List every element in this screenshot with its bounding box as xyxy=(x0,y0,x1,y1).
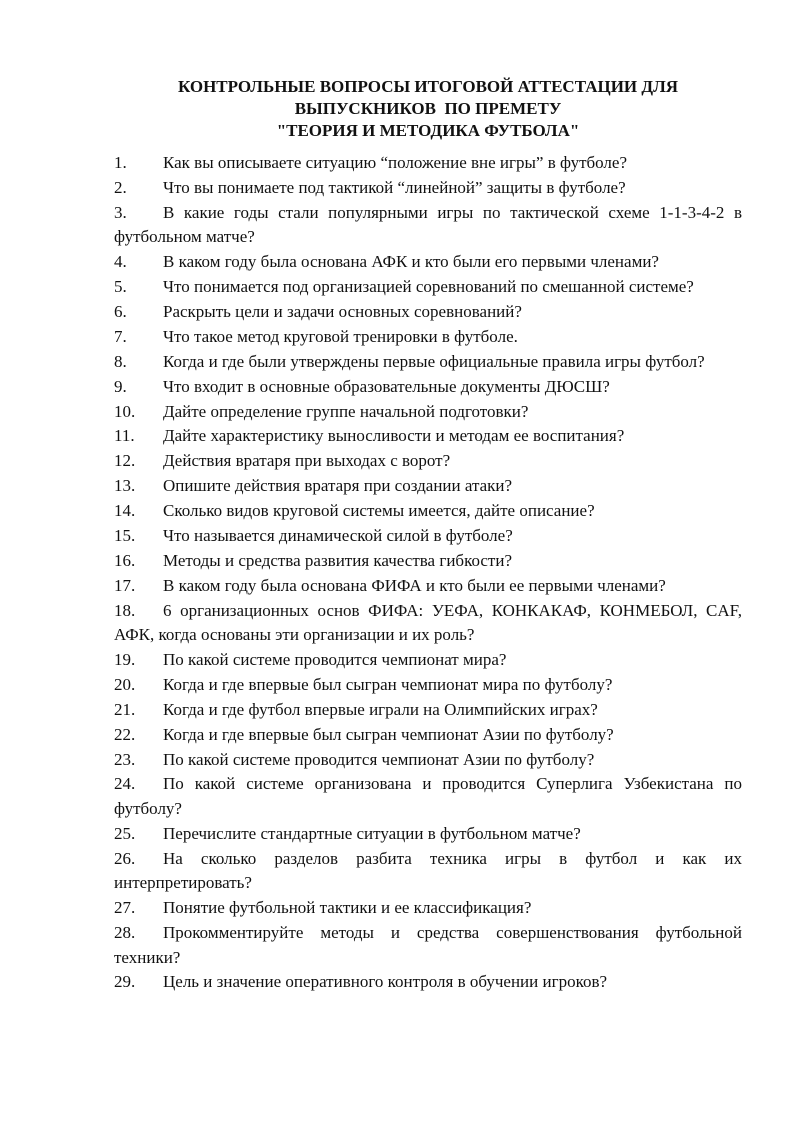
question-text: Цель и значение оперативного контроля в обучении игроков? xyxy=(163,972,608,992)
question-text: Когда и где футбол впервые играли на Олимпийских играх? xyxy=(163,699,598,719)
question-number: 4. xyxy=(114,252,127,272)
question-item xyxy=(114,424,742,449)
question-item xyxy=(114,176,742,201)
question-text: Перечислите стандартные ситуации в футбольном матче? xyxy=(163,823,581,843)
question-text: Что вы понимаете под тактикой “линейной” защиты в футболе? xyxy=(163,177,626,197)
question-item xyxy=(114,275,742,300)
question-text: Когда и где впервые был сыгран чемпионат Азии по футболу? xyxy=(163,724,614,744)
question-number: 11. xyxy=(114,426,135,446)
question-item xyxy=(114,499,742,524)
question-number: 21. xyxy=(114,699,136,719)
document-title xyxy=(100,76,756,142)
question-text: Опишите действия вратаря при создании атаки? xyxy=(163,476,513,496)
question-item xyxy=(114,201,742,250)
question-text: В каком году была основана АФК и кто были его первыми членами? xyxy=(163,252,659,272)
question-item xyxy=(114,574,742,599)
question-text: По какой системе проводится чемпионат мира? xyxy=(163,650,507,670)
question-number: 13. xyxy=(114,476,136,496)
question-text: Методы и средства развития качества гибкости? xyxy=(163,550,513,570)
question-text: Как вы описываете ситуацию “положение вне игры” в футболе? xyxy=(163,153,628,172)
question-number: 23. xyxy=(114,749,136,769)
question-number: 6. xyxy=(114,301,127,321)
question-number: 24. xyxy=(114,774,136,794)
title-line-3: "ТЕОРИЯ И МЕТОДИКА ФУТБОЛА" xyxy=(276,121,580,140)
question-number: 9. xyxy=(114,376,127,396)
question-text: 6 организационных основ ФИФА: УЕФА, КОНКАКАФ, КОНМЕБОЛ, CAF, АФК, когда основаны эти организации и их роль? xyxy=(114,600,742,645)
question-item xyxy=(114,300,742,325)
question-item xyxy=(114,698,742,723)
question-text: Что называется динамической силой в футболе? xyxy=(163,525,513,545)
question-number: 20. xyxy=(114,674,136,694)
question-item xyxy=(114,524,742,549)
question-item xyxy=(114,847,742,896)
question-number: 27. xyxy=(114,898,136,918)
question-text: Раскрыть цели и задачи основных соревнований? xyxy=(163,301,522,321)
question-number: 15. xyxy=(114,525,136,545)
question-item xyxy=(114,325,742,350)
question-number: 22. xyxy=(114,724,136,744)
question-text: Сколько видов круговой системы имеется, дайте описание? xyxy=(163,501,595,521)
question-text: Дайте характеристику выносливости и методам ее воспитания? xyxy=(163,426,625,446)
question-item xyxy=(114,673,742,698)
question-text: В какие годы стали популярными игры по тактической схеме 1-1-3-4-2 в футбольном матче? xyxy=(114,202,742,247)
question-text: Что понимается под организацией соревнований по смешанной системе? xyxy=(163,277,694,297)
question-item xyxy=(114,474,742,499)
question-number: 19. xyxy=(114,650,136,670)
question-number: 14. xyxy=(114,501,136,521)
question-number: 16. xyxy=(114,550,136,570)
question-number: 3. xyxy=(114,202,127,222)
question-text: На сколько разделов разбита техника игры в футбол и как их интерпретировать? xyxy=(114,848,742,893)
question-item xyxy=(114,896,742,921)
question-item xyxy=(114,375,742,400)
question-text: Действия вратаря при выходах с ворот? xyxy=(163,451,451,471)
question-text: Понятие футбольной тактики и ее классификация? xyxy=(163,898,532,918)
question-text: В каком году была основана ФИФА и кто были ее первыми членами? xyxy=(163,575,666,595)
question-text: Прокомментируйте методы и средства совершенствования футбольной техники? xyxy=(114,923,742,967)
question-number: 18. xyxy=(114,600,136,620)
question-text: Что такое метод круговой тренировки в футболе. xyxy=(163,326,518,346)
question-number: 2. xyxy=(114,177,127,197)
question-number: 5. xyxy=(114,277,127,297)
question-item xyxy=(114,648,742,673)
question-item xyxy=(114,400,742,425)
question-item xyxy=(114,748,742,773)
question-number: 25. xyxy=(114,823,136,843)
question-text: Что входит в основные образовательные документы ДЮСШ? xyxy=(163,376,610,396)
question-number: 7. xyxy=(114,326,127,346)
question-text: Дайте определение группе начальной подготовки? xyxy=(163,401,529,421)
question-text: По какой системе проводится чемпионат Азии по футболу? xyxy=(163,749,595,769)
question-number: 28. xyxy=(114,923,136,943)
question-item xyxy=(114,549,742,574)
question-number: 12. xyxy=(114,451,136,471)
question-number: 29. xyxy=(114,972,136,992)
question-number: 8. xyxy=(114,351,127,371)
question-list xyxy=(114,151,742,995)
question-item xyxy=(114,151,742,176)
question-item xyxy=(114,970,742,995)
question-item xyxy=(114,449,742,474)
title-line-2: ВЫПУСКНИКОВ ПО ПРЕМЕТУ xyxy=(294,99,562,118)
question-text: Когда и где впервые был сыгран чемпионат мира по футболу? xyxy=(163,674,613,694)
question-number: 1. xyxy=(114,153,127,172)
question-text: По какой системе организована и проводится Суперлига Узбекистана по футболу? xyxy=(114,774,742,818)
title-line-1: КОНТРОЛЬНЫЕ ВОПРОСЫ ИТОГОВОЙ АТТЕСТАЦИИ ДЛЯ xyxy=(177,77,679,96)
question-number: 10. xyxy=(114,401,136,421)
question-number: 26. xyxy=(114,848,136,868)
question-item xyxy=(114,921,742,970)
question-item xyxy=(114,599,742,648)
question-item xyxy=(114,350,742,375)
question-item xyxy=(114,723,742,748)
question-number: 17. xyxy=(114,575,136,595)
question-item xyxy=(114,250,742,275)
question-item xyxy=(114,822,742,847)
question-item xyxy=(114,772,742,821)
question-text: Когда и где были утверждены первые официальные правила игры футбол? xyxy=(163,351,705,371)
